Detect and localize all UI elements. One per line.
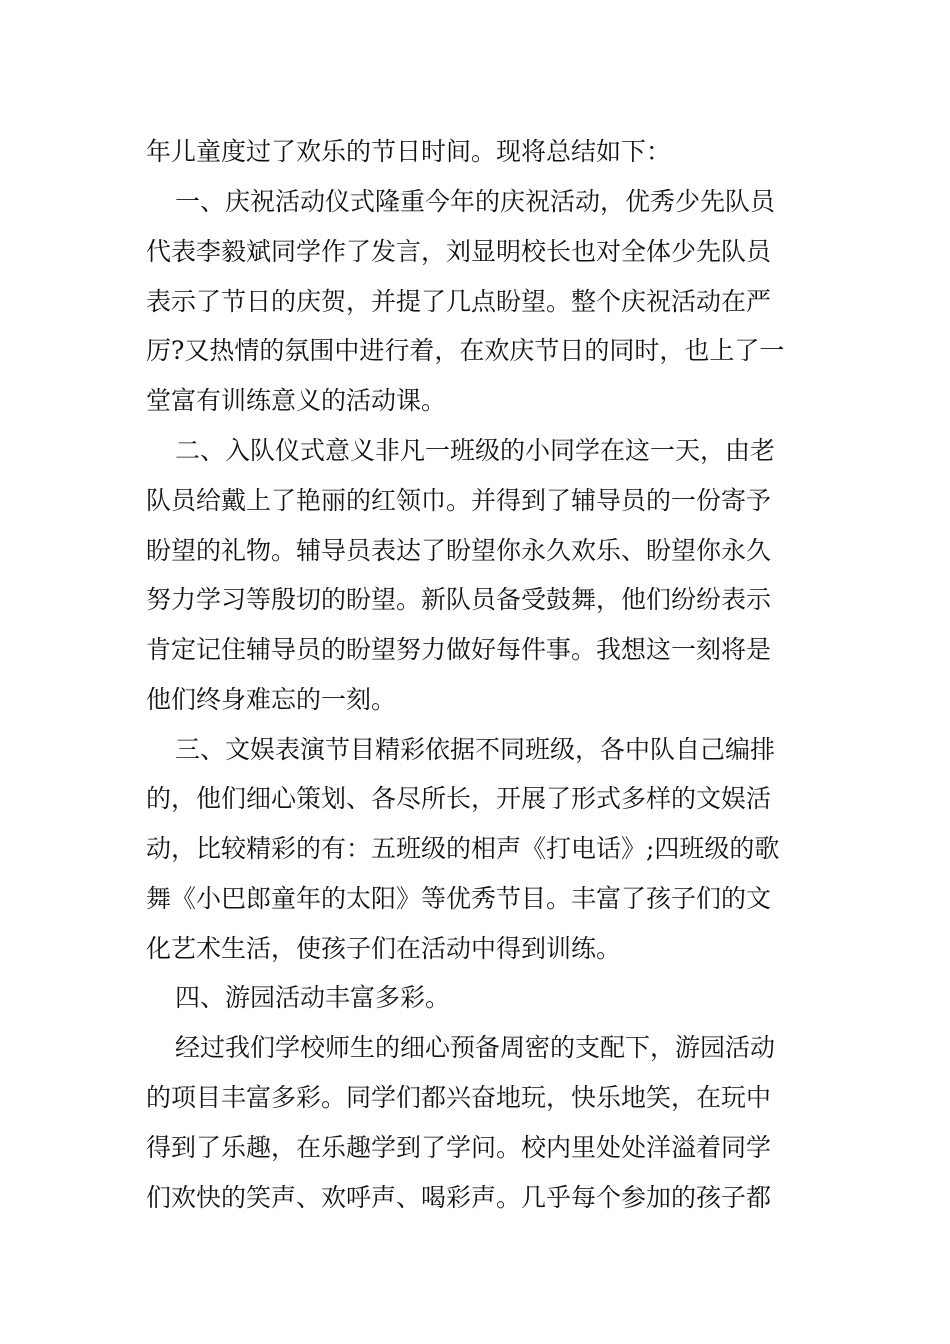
text-line: 化艺术生活，使孩子们在活动中得到训练。: [146, 934, 622, 963]
text-line: 队员给戴上了艳丽的红领巾。并得到了辅导员的一份寄予: [146, 486, 772, 515]
text-line: 盼望的礼物。辅导员表达了盼望你永久欢乐、盼望你永久: [146, 536, 772, 565]
paragraph-start-line: 经过我们学校师生的细心预备周密的支配下，游园活动: [175, 1033, 776, 1062]
text-line: 舞《小巴郎童年的太阳》等优秀节目。丰富了孩子们的文: [146, 884, 772, 913]
text-line: 得到了乐趣，在乐趣学到了学问。校内里处处洋溢着同学: [146, 1133, 772, 1162]
text-line: 肯定记住辅导员的盼望努力做好每件事。我想这一刻将是: [146, 635, 772, 664]
section-1-heading-line: 一、庆祝活动仪式隆重今年的庆祝活动，优秀少先队员: [175, 187, 776, 216]
text-line: 年儿童度过了欢乐的节日时间。现将总结如下：: [146, 137, 672, 166]
text-line: 的，他们细心策划、各尽所长，开展了形式多样的文娱活: [146, 784, 772, 813]
text-line: 的项目丰富多彩。同学们都兴奋地玩，快乐地笑，在玩中: [146, 1083, 772, 1112]
text-line: 他们终身难忘的一刻。: [146, 685, 397, 714]
text-line: 堂富有训练意义的活动课。: [146, 386, 447, 415]
text-line: 动，比较精彩的有：五班级的相声《打电话》;四班级的歌: [146, 834, 780, 863]
section-2-heading-line: 二、入队仪式意义非凡一班级的小同学在这一天，由老: [175, 436, 776, 465]
text-line: 厉?又热情的氛围中进行着，在欢庆节日的同时，也上了一: [146, 336, 785, 365]
section-3-heading-line: 三、文娱表演节目精彩依据不同班级，各中队自己编排: [175, 735, 776, 764]
text-line: 们欢快的笑声、欢呼声、喝彩声。几乎每个参加的孩子都: [146, 1183, 772, 1212]
text-line: 表示了节日的庆贺，并提了几点盼望。整个庆祝活动在严: [146, 287, 772, 316]
text-line: 努力学习等殷切的盼望。新队员备受鼓舞，他们纷纷表示: [146, 585, 772, 614]
text-line: 代表李毅斌同学作了发言，刘显明校长也对全体少先队员: [146, 237, 772, 266]
section-4-heading-line: 四、游园活动丰富多彩。: [175, 983, 451, 1012]
